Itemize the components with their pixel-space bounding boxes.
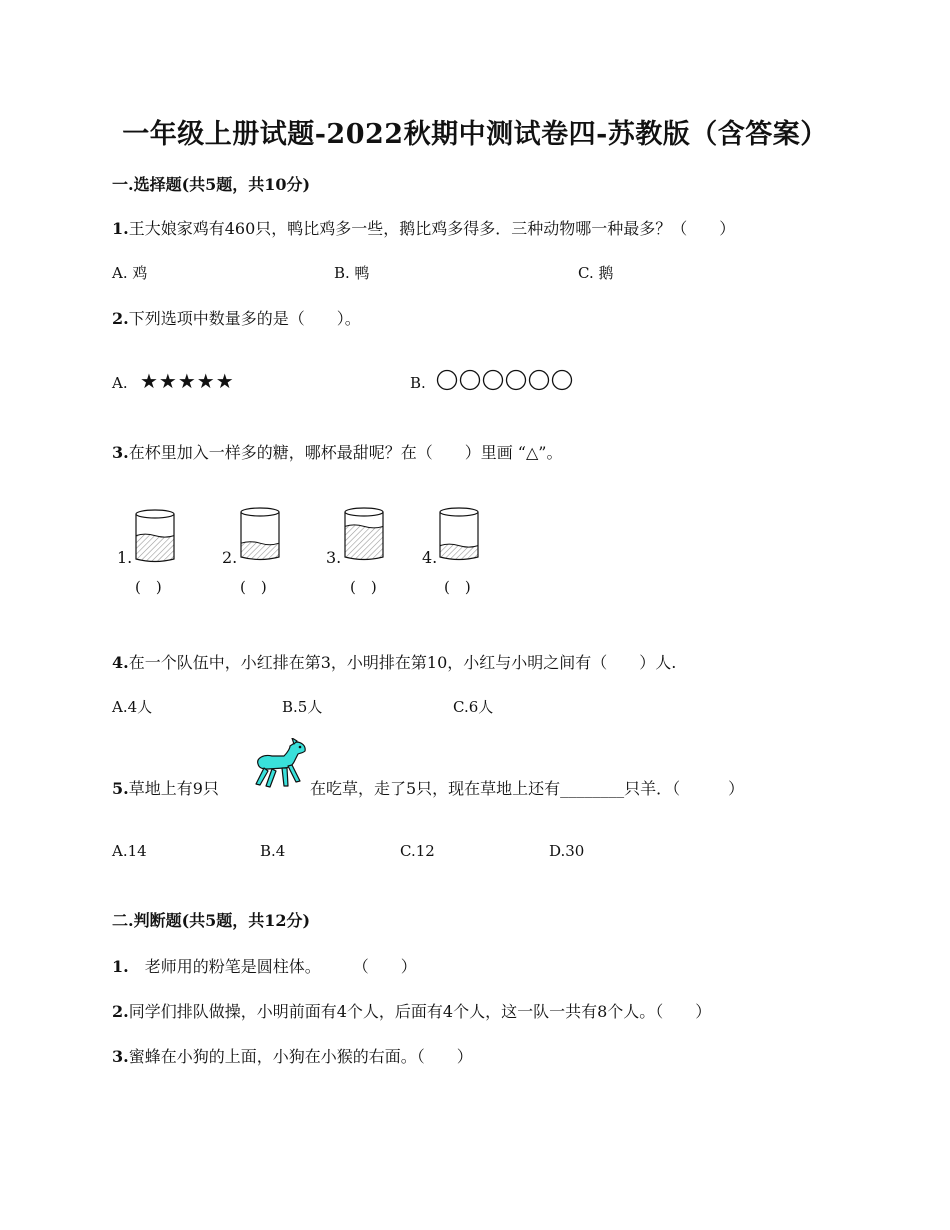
circle-icons xyxy=(436,368,574,392)
cup-rim xyxy=(440,508,478,516)
circle-icon xyxy=(507,371,526,390)
question-5-part-2: 在吃草，走了5只，现在草地上还有________只羊．（ ） xyxy=(310,779,745,798)
question-text: 蜜蜂在小狗的上面，小狗在小猴的右面。（ ） xyxy=(128,1047,473,1066)
question-3 xyxy=(112,440,562,463)
q1-option-b: B. 鸭 xyxy=(334,264,370,282)
cup-answer-3[interactable]: ( ) xyxy=(350,578,377,596)
question-text: 草地上有9只 xyxy=(128,779,219,798)
page-title: 一年级上册试题-2022秋期中测试卷四-苏教版（含答案） xyxy=(122,119,828,150)
judge-item-3 xyxy=(112,1044,473,1067)
question-number: 2. xyxy=(112,1002,129,1021)
question-number: 2. xyxy=(112,309,129,328)
circle-icon xyxy=(530,371,549,390)
question-text: 老师用的粉笔是圆柱体。 （ ） xyxy=(128,957,417,976)
q5-option-a: A.14 xyxy=(112,842,147,860)
cup-answer-4[interactable]: ( ) xyxy=(444,578,471,596)
question-number: 5. xyxy=(112,779,129,798)
circle-icon xyxy=(438,371,457,390)
q4-option-c: C.6人 xyxy=(453,698,494,716)
cup-1-icon xyxy=(133,506,177,566)
judge-item-1 xyxy=(112,954,417,977)
cup-2-icon xyxy=(238,504,282,564)
judge-item-2 xyxy=(112,999,711,1022)
sheep-icon xyxy=(250,738,308,790)
question-number: 1. xyxy=(112,219,129,238)
question-text: 在一个队伍中，小红排在第3，小明排在第10，小红与小明之间有（ ）人. xyxy=(128,653,677,672)
section-2-heading: 二.判断题(共5题，共12分) xyxy=(112,911,311,930)
section-1-heading: 一.选择题(共5题，共10分) xyxy=(112,175,311,194)
q5-option-b: B.4 xyxy=(260,842,286,860)
cup-label-1: 1. xyxy=(117,548,133,567)
question-5-part-1 xyxy=(112,776,219,799)
cup-answer-1[interactable]: ( ) xyxy=(135,578,162,596)
question-number: 3. xyxy=(112,1047,129,1066)
cup-rim xyxy=(241,508,279,516)
cup-label-2: 2. xyxy=(222,548,238,567)
q4-option-b: B.5人 xyxy=(282,698,323,716)
cup-rim xyxy=(345,508,383,516)
cup-rim xyxy=(136,510,174,518)
q1-option-c: C. 鹅 xyxy=(578,264,614,282)
circle-icon xyxy=(484,371,503,390)
circle-icon xyxy=(553,371,572,390)
q4-option-a: A.4人 xyxy=(112,698,153,716)
cup-4-icon xyxy=(437,504,481,564)
question-text: 下列选项中数量多的是（ ）。 xyxy=(128,309,361,328)
question-text: 同学们排队做操，小明前面有4个人，后面有4个人，这一队一共有8个人。（ ） xyxy=(128,1002,712,1021)
q2-option-a-label: A. xyxy=(112,374,128,392)
q1-option-a: A. 鸡 xyxy=(112,264,148,282)
q2-option-b-label: B. xyxy=(410,374,426,392)
circle-icon xyxy=(461,371,480,390)
cup-water xyxy=(136,534,174,561)
cup-water xyxy=(345,525,383,560)
cup-label-3: 3. xyxy=(326,548,342,567)
star-icons: ★★★★★ xyxy=(140,369,235,393)
question-text: 在杯里加入一样多的糖，哪杯最甜呢？在（ ）里画 “△”。 xyxy=(128,443,563,462)
q5-option-d: D.30 xyxy=(549,842,585,860)
question-number: 3. xyxy=(112,443,129,462)
question-number: 1. xyxy=(112,957,129,976)
question-text: 王大娘家鸡有460只，鸭比鸡多一些，鹅比鸡多得多．三种动物哪一种最多？（ ） xyxy=(128,219,736,238)
question-number: 4. xyxy=(112,653,129,672)
cup-label-4: 4. xyxy=(422,548,438,567)
cup-3-icon xyxy=(342,504,386,564)
question-1 xyxy=(112,216,735,239)
q5-option-c: C.12 xyxy=(400,842,435,860)
cup-answer-2[interactable]: ( ) xyxy=(240,578,267,596)
question-4 xyxy=(112,650,676,673)
question-2 xyxy=(112,306,361,329)
